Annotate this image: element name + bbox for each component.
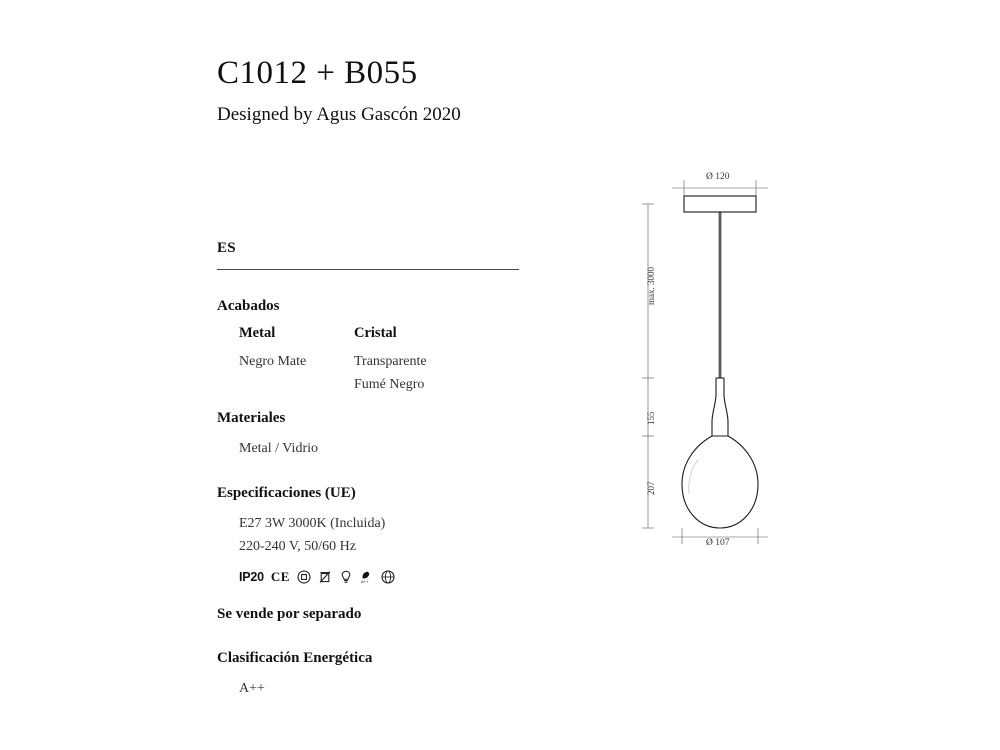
class-ii-icon [297, 570, 311, 584]
materials-value: Metal / Vidrio [239, 441, 319, 456]
section-specifications [217, 485, 617, 586]
materials-heading: Materiales [217, 410, 286, 426]
specifications-line: E27 3W 3000K (Incluida) [239, 516, 386, 531]
page-title: C1012 + B055 [217, 55, 418, 91]
specifications-line: 220-240 V, 50/60 Hz [239, 539, 356, 555]
section-sold-separately [217, 606, 617, 633]
finishes-column-head: Cristal [354, 325, 397, 341]
sold-separately-heading: Se vende por separado [217, 606, 362, 622]
dimension-top-diameter: Ø 120 [706, 172, 730, 182]
finishes-item: Negro Mate [239, 354, 307, 369]
energy-saving-icon [360, 570, 374, 584]
energy-rating-heading: Clasificación Energética [217, 650, 373, 666]
finishes-column-head: Metal [239, 325, 276, 341]
pendant-lamp-technical-drawing [620, 160, 820, 570]
finishes-heading: Acabados [217, 298, 280, 314]
specifications-heading: Especificaciones (UE) [217, 485, 356, 501]
designer-credit: Designed by Agus Gascón 2020 [217, 104, 461, 125]
dimension-shade-height: 207 [646, 481, 656, 495]
finishes-columns [239, 325, 617, 396]
title-block [217, 55, 597, 126]
globe-icon [381, 570, 395, 584]
ip-rating-icon: IP20 [239, 570, 264, 585]
section-materials [217, 410, 617, 460]
finishes-column-glass [354, 325, 469, 396]
language-code: ES [217, 240, 236, 256]
dimension-max-drop: max. 3000 [646, 267, 656, 305]
language-block [217, 240, 519, 270]
finishes-item: Fumé Negro [354, 377, 425, 393]
certification-icon-strip [239, 568, 617, 586]
no-waste-bin-icon [318, 570, 332, 584]
ce-mark-icon: CE [270, 569, 290, 585]
finishes-column-metal [239, 325, 354, 396]
dimension-bottom-diameter: Ø 107 [706, 538, 730, 548]
finishes-item: Transparente [354, 354, 427, 369]
section-finishes [217, 298, 617, 396]
energy-rating-value: A++ [239, 681, 265, 696]
divider [217, 269, 519, 270]
lamp-outline-svg [620, 160, 820, 560]
section-energy-rating [217, 650, 617, 700]
svg-text:A++: A++ [360, 579, 369, 585]
dimension-stem-height: 155 [646, 411, 656, 425]
bulb-included-icon [339, 570, 353, 584]
